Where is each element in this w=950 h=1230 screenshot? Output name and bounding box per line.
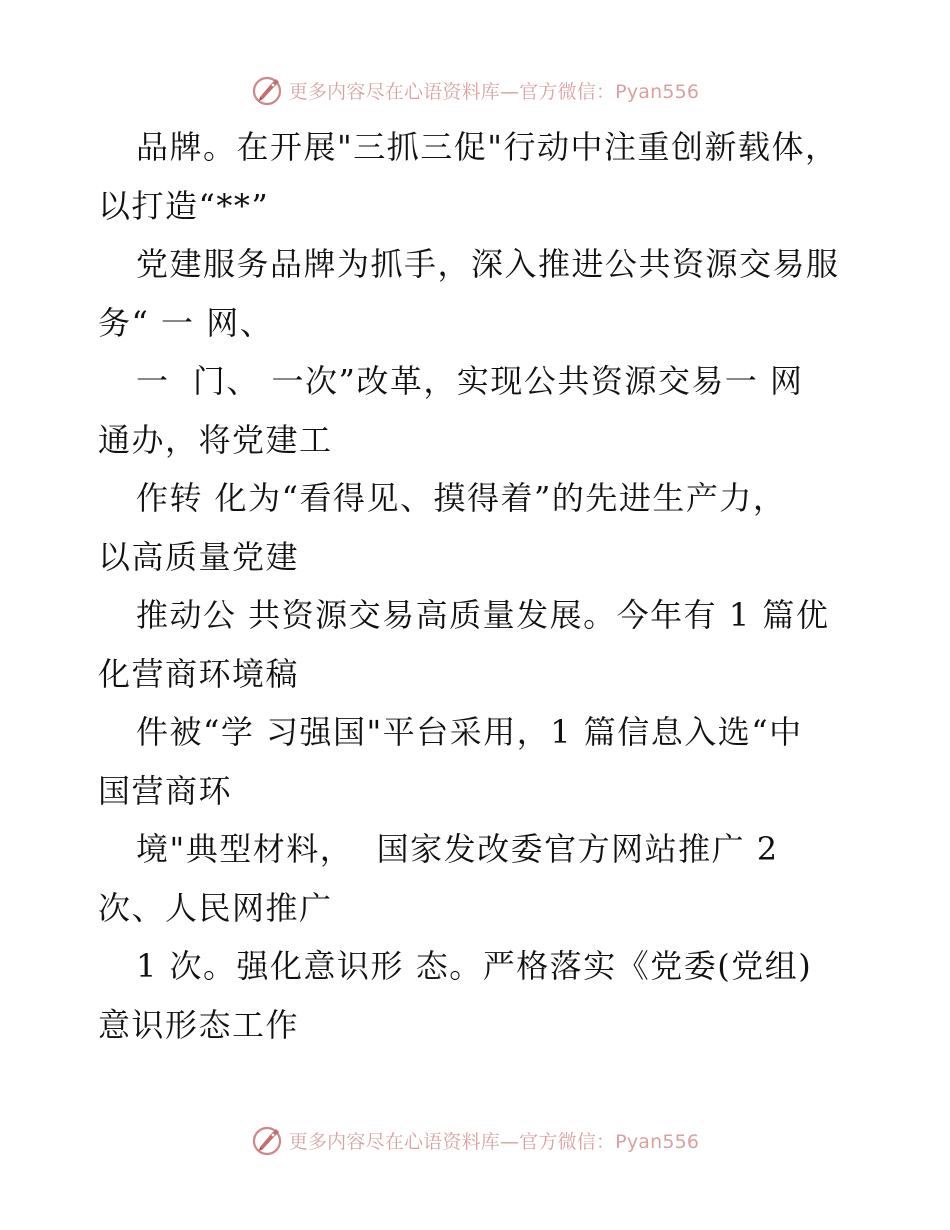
text-line: 党建服务品牌为抓手，深入推进公共资源交易服	[136, 245, 840, 283]
text-line: 境"典型材料， 国家发改委官方网站推广 2	[136, 830, 779, 868]
text-line: 件被“学 习强国"平台采用，1 篇信息入选“中	[136, 713, 803, 751]
pen-nib-logo-icon	[251, 1123, 285, 1157]
text-line: 国营商环	[98, 771, 233, 810]
text-line: 务“ 一 网、	[98, 303, 274, 342]
text-line: 推动公 共资源交易高质量发展。今年有 1 篇优	[136, 596, 830, 634]
text-line: 一 门、 一次”改革，实现公共资源交易一 网	[136, 362, 804, 400]
text-line: 以高质量党建	[98, 537, 300, 576]
text-line: 作转 化为“看得见、摸得着”的先进生产力，	[136, 479, 787, 517]
text-line: 1 次。强化意识形 态。严格落实《党委(党组)	[136, 947, 813, 985]
document-body	[98, 118, 858, 1054]
watermark-text: 更多内容尽在心语资料库—官方微信：Pyan556	[288, 1130, 700, 1153]
text-line: 品牌。在开展"三抓三促"行动中注重创新载体，	[136, 128, 839, 166]
text-line: 以打造“**”	[98, 186, 270, 225]
footer-watermark	[0, 1122, 950, 1158]
header-watermark	[0, 72, 950, 108]
text-line: 意识形态工作	[98, 1005, 300, 1044]
text-line: 次、人民网推广	[98, 888, 333, 927]
text-line: 化营商环境稿	[98, 654, 300, 693]
text-line: 通办，将党建工	[98, 420, 333, 459]
pen-nib-logo-icon	[251, 73, 285, 107]
watermark-text: 更多内容尽在心语资料库—官方微信：Pyan556	[288, 80, 700, 103]
